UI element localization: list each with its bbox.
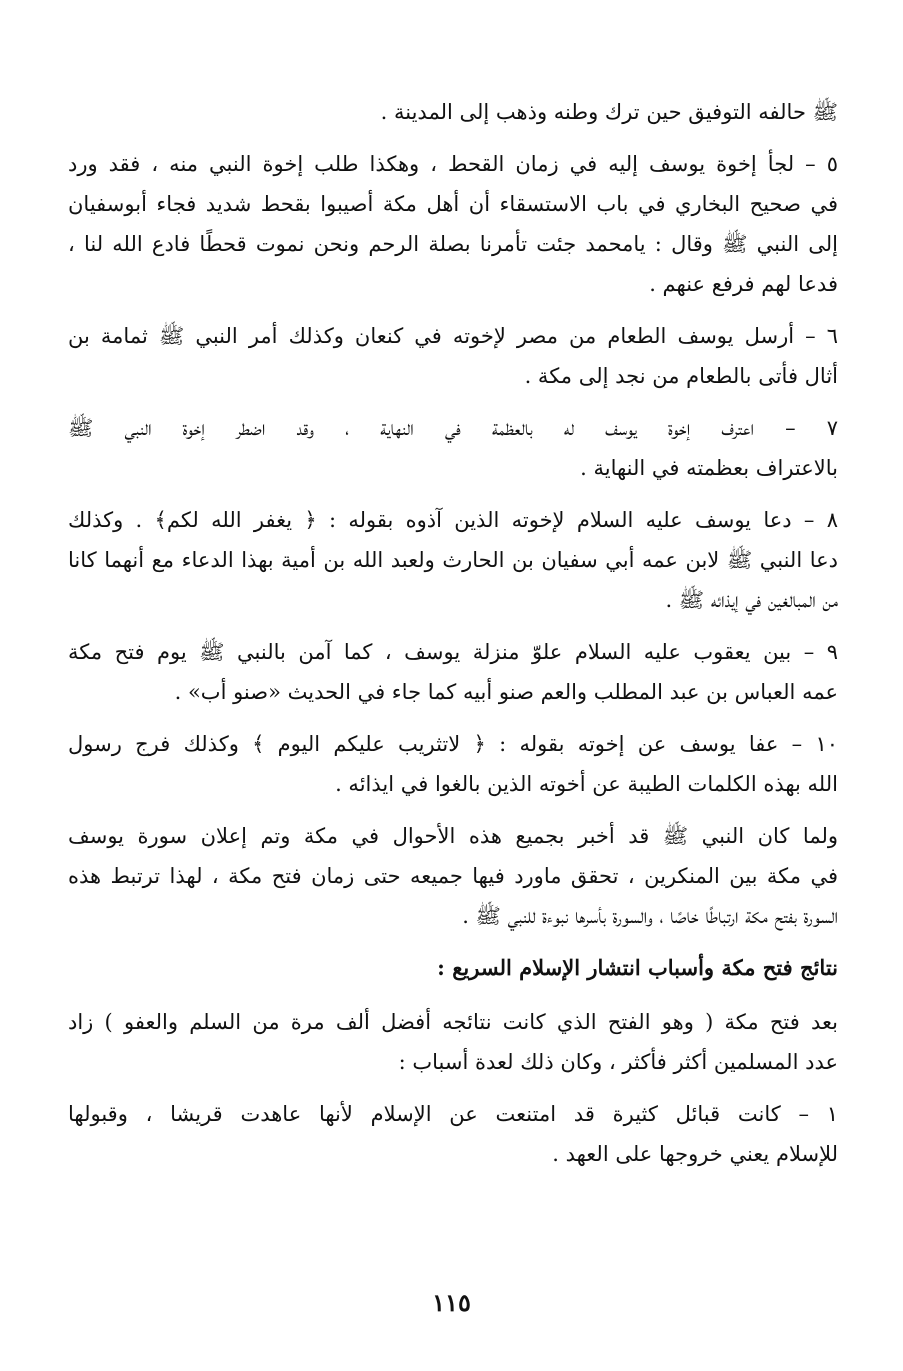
section-heading: نتائج فتح مكة وأسباب انتشار الإسلام السريع : <box>437 955 838 980</box>
text-line: ٥ – لجأ إخوة يوسف إليه في زمان القحط ، وهكذا طلب إخوة النبي منه ، فقد ورد <box>68 152 838 176</box>
text-line: دعا النبي ﷺ لابن عمه أبي سفيان بن الحارث ولعبد الله بن أمية بهذا الدعاء مع أنهما كانا <box>68 548 838 572</box>
paragraph <box>68 632 838 712</box>
text-line: أثال فأتى بالطعام من نجد إلى مكة . <box>524 364 838 388</box>
text-line: عدد المسلمين أكثر فأكثر ، وكان ذلك لعدة أسباب : <box>398 1050 838 1074</box>
text-line: ﷺ حالفه التوفيق حين ترك وطنه وذهب إلى المدينة . <box>380 100 838 124</box>
text-line: في مكة بين المنكرين ، تحقق ماورد فيها جميعه حتى زمان فتح مكة ، لهذا ترتبط هذه <box>68 864 838 888</box>
text-line: من المبالغين في إيذائه ﷺ . <box>665 588 838 612</box>
text-line: ٦ – أرسل يوسف الطعام من مصر لإخوته في كنعان وكذلك أمر النبي ﷺ ثمامة بن <box>68 324 838 348</box>
paragraph <box>68 500 838 620</box>
page-body <box>68 92 838 1186</box>
paragraph <box>68 816 838 936</box>
text-line: للإسلام يعني خروجها على العهد . <box>552 1142 838 1166</box>
paragraph <box>68 408 838 488</box>
text-line: إلى النبي ﷺ وقال : يامحمد جئت تأمرنا بصلة الرحم ونحن نموت قحطًا فادع الله لنا ، <box>68 232 838 256</box>
paragraphs-before-heading <box>68 92 838 936</box>
paragraph <box>68 1094 838 1174</box>
text-line: ٨ – دعا يوسف عليه السلام لإخوته الذين آذوه بقوله : ﴿ يغفر الله لكم﴾ . وكذلك <box>68 508 838 532</box>
text-line: ١ – كانت قبائل كثيرة قد امتنعت عن الإسلام لأنها عاهدت قريشا ، وقبولها <box>68 1102 838 1126</box>
paragraph <box>68 724 838 804</box>
paragraph <box>68 144 838 304</box>
text-line: بعد فتح مكة ( وهو الفتح الذي كانت نتائجه أفضل ألف مرة من السلم والعفو ) زاد <box>68 1010 838 1034</box>
paragraph <box>68 1002 838 1082</box>
page-number: ١١٥ <box>432 1288 471 1317</box>
text-line: الله بهذه الكلمات الطيبة عن أخوته الذين بالغوا في ايذائه . <box>335 772 838 796</box>
paragraph <box>68 316 838 396</box>
text-line: بالاعتراف بعظمته في النهاية . <box>580 456 838 480</box>
text-line: السورة بفتح مكة ارتباطًا خاصًا ، والسورة بأسرها نبوءة للنبي ﷺ . <box>462 904 838 928</box>
paragraphs-after-heading <box>68 1002 838 1174</box>
text-line: ولما كان النبي ﷺ قد أخبر بجميع هذه الأحوال في مكة وتم إعلان سورة يوسف <box>68 824 838 848</box>
paragraph <box>68 92 838 132</box>
text-line: فدعا لهم فرفع عنهم . <box>649 272 838 296</box>
text-line: عمه العباس بن عبد المطلب والعم صنو أبيه كما جاء في الحديث «صنو أب» . <box>174 680 838 704</box>
text-line: ٧ – اعترف إخوة يوسف له بالعظمة في النهاية ، وقد اضطر إخوة النبي ﷺ <box>68 416 838 440</box>
text-line: في صحيح البخاري في باب الاستسقاء أن أهل مكة أصيبوا بقحط شديد فجاء أبوسفيان <box>68 192 838 216</box>
text-line: ٩ – بين يعقوب عليه السلام علوّ منزلة يوسف ، كما آمن بالنبي ﷺ يوم فتح مكة <box>68 640 838 664</box>
text-line: ١٠ – عفا يوسف عن إخوته بقوله : ﴿ لاتثريب عليكم اليوم ﴾ وكذلك فرج رسول <box>68 732 838 756</box>
